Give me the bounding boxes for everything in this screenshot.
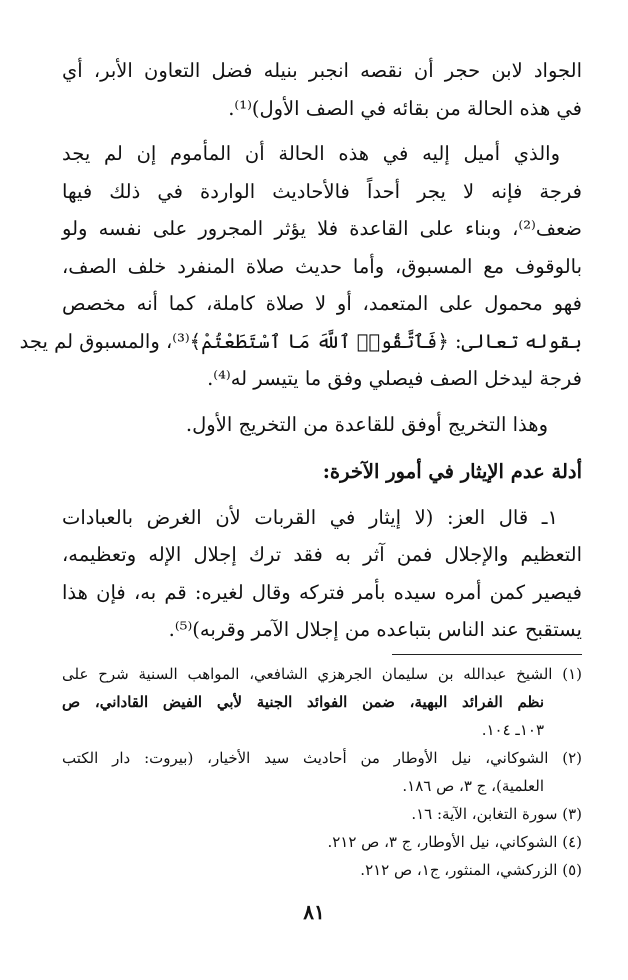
body-line: يستقبح عند الناس بتباعده من إجلال الآمر وقربه)⁽⁵⁾. bbox=[168, 618, 582, 641]
body-line: ١ـ قال العز: (لا إيثار في القربات لأن الغرض بالعبادات bbox=[62, 505, 558, 529]
body-line: فيصير كمن أمره سيده بأمر فتركه وقال لغيره: قم به، فإن هذا bbox=[62, 580, 582, 604]
body-line: فرجة ليدخل الصف فيصلي وفق ما يتيسر له⁽⁴⁾. bbox=[207, 367, 582, 390]
body-line: بقوله تعالى: ﴿فَٱتَّقُوا۟ ٱللَّهَ مَا ٱسْتَطَعْتُمْ﴾⁽³⁾، والمسبوق لم يجد bbox=[19, 329, 582, 353]
body-line: والذي أميل إليه في هذه الحالة أن المأموم إن لم يجد bbox=[62, 142, 560, 165]
body-line: بالوقوف مع المسبوق، وأما حديث صلاة المنفرد خلف الصف، bbox=[62, 254, 582, 278]
body-line: في هذه الحالة من بقائه في الصف الأول)⁽¹⁾. bbox=[228, 96, 582, 120]
section-heading: أدلة عدم الإيثار في أمور الآخرة: bbox=[322, 460, 582, 483]
footnote-1-cont: ١٠٣ـ ١٠٤. bbox=[481, 721, 544, 739]
footnote-3: (٣) سورة التغابن، الآية: ١٦. bbox=[411, 805, 582, 823]
footnote-2: (٢) الشوكاني، نيل الأوطار من أحاديث سيد الأخيار، (بيروت: دار الكتب bbox=[62, 749, 582, 767]
footnote-separator bbox=[392, 654, 582, 655]
footnote-1-cont: نظم الفرائد البهية، ضمن الفوائد الجنية لأبي الفيض القاداني، ص bbox=[62, 693, 544, 711]
body-line: وهذا التخريج أوفق للقاعدة من التخريج الأول. bbox=[185, 412, 548, 436]
body-line: فهو محمول على المتعمد، أو لا صلاة كاملة، كما أنه مخصص bbox=[62, 292, 582, 315]
footnotes bbox=[62, 660, 582, 884]
body-line: الجواد لابن حجر أن نقصه انجبر بنيله فضل التعاون الأبر، أي bbox=[62, 59, 582, 82]
footnote-4: (٤) الشوكاني، نيل الأوطار، ج ٣، ص ٢١٢. bbox=[327, 833, 582, 851]
body-line: فرجة فإنه لا يجر أحداً فالأحاديث الواردة في ذلك فيها bbox=[62, 179, 582, 203]
footnote-5: (٥) الزركشي، المنثور، ج١، ص ٢١٢. bbox=[360, 861, 582, 879]
body-line: التعظيم والإجلال فمن آثر به فقد ترك إجلال الإله وتعظيمه، bbox=[62, 543, 582, 566]
footnote-1: (١) الشيخ عبدالله بن سليمان الجرهزي الشافعي، المواهب السنية شرح على bbox=[62, 665, 582, 683]
footnote-2-cont: العلمية)، ج ٣، ص ١٨٦. bbox=[402, 777, 544, 795]
main-text bbox=[19, 52, 582, 649]
page-number: ٨١ bbox=[303, 900, 325, 924]
body-line: ضعف⁽²⁾، وبناء على القاعدة فلا يؤثر المجرور على نفسه ولو bbox=[62, 217, 582, 240]
